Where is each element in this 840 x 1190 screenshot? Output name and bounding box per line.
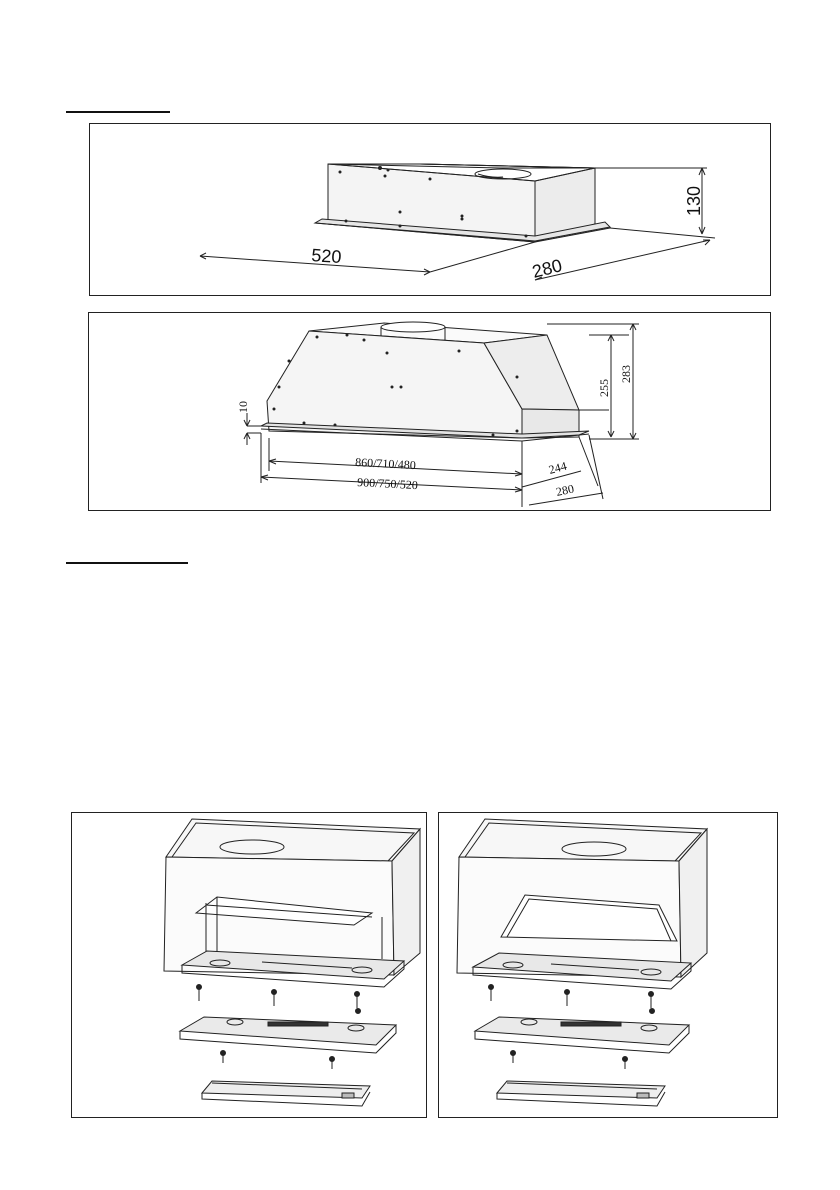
- section-heading-rule-2: [66, 562, 188, 564]
- dimension-diagram-panel-1: [89, 123, 771, 296]
- hood-drawing-full: [89, 313, 772, 512]
- width-dimension-label: 520: [310, 245, 343, 268]
- hood-drawing-compact: [90, 124, 772, 297]
- outer-depth-label: 280: [554, 481, 576, 499]
- section-heading-rule-1: [66, 111, 170, 113]
- inner-depth-label: 244: [547, 458, 569, 477]
- installation-diagram-left: [71, 812, 427, 1118]
- exploded-view-left: [72, 813, 428, 1119]
- exploded-view-right: [439, 813, 779, 1119]
- depth-dimension-label: 280: [530, 255, 565, 282]
- inner-width-label: 860/710/480: [354, 455, 417, 473]
- body-height-label: 255: [597, 379, 611, 397]
- total-height-label: 283: [619, 365, 633, 383]
- flange-thickness-label: 10: [236, 401, 250, 413]
- installation-diagram-right: [438, 812, 778, 1118]
- height-dimension-label: 130: [684, 185, 704, 216]
- dimension-diagram-panel-2: [88, 312, 771, 511]
- outer-width-label: 900/750/520: [356, 475, 419, 493]
